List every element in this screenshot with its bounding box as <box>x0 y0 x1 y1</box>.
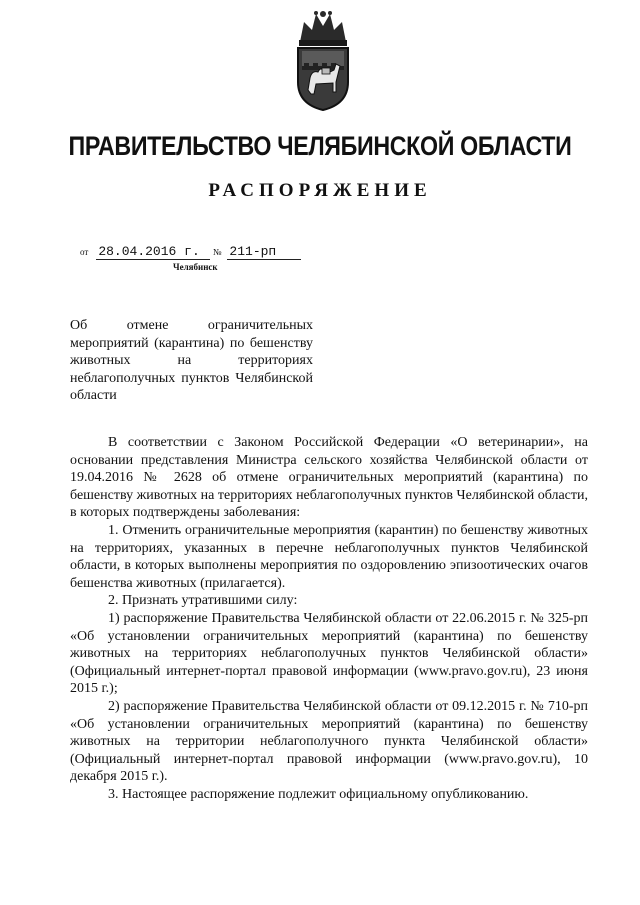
document-date: 28.04.2016 г. <box>96 244 210 260</box>
government-title: ПРАВИТЕЛЬСТВО ЧЕЛЯБИНСКОЙ ОБЛАСТИ <box>68 131 572 161</box>
document-type-title: РАСПОРЯЖЕНИЕ <box>208 180 432 201</box>
document-number: 211-рп <box>227 244 301 260</box>
document-body <box>70 434 588 803</box>
number-prefix: № <box>212 247 222 257</box>
date-number-line <box>80 244 301 260</box>
paragraph-preamble: В соответствии с Законом Российской Федерации «О ветеринарии», на основании представления Министра сельского хозяйства Челябинской области от 19.04.2016 № 2628 об отмене ограничительных мероприятий (карантина) по бешенству животных на территориях неблагополучных пунктов Челябинской области, в которых подтверждены заболевания: <box>70 435 588 521</box>
crown-icon <box>300 14 346 42</box>
paragraph-item-2: 2. Признать утратившими силу: <box>108 593 298 609</box>
paragraph-item-1: 1. Отменить ограничительные мероприятия (карантин) по бешенству животных на территориях, указанных в перечне неблагополучных пунктов Челябинской области, в которых выполнены мероприятия по оздоровлению эпизоотических очагов бешенства животных (прилагается). <box>70 522 588 591</box>
coat-of-arms-emblem <box>290 8 356 112</box>
paragraph-subitem-1: 1) распоряжение Правительства Челябинской области от 22.06.2015 г. № 325-рп «Об установлении ограничительных мероприятий (карантина) по бешенству животных на территориях неблагополучных пунктов Челябинской области» (Официальный интернет-портал правовой информации (www.pravo.gov.ru), 23 июня 2015 г.); <box>70 610 588 697</box>
paragraph-item-3: 3. Настоящее распоряжение подлежит официальному опубликованию. <box>108 786 529 802</box>
document-subject: Об отмене ограничительных мероприятий (карантина) по бешенству животных на территориях неблагополучных пунктов Челябинской области <box>70 318 313 403</box>
date-prefix: от <box>80 247 89 257</box>
city-label: Челябинск <box>173 262 218 272</box>
paragraph-subitem-2: 2) распоряжение Правительства Челябинской области от 09.12.2015 г. № 710-рп «Об установлении ограничительных мероприятий (карантина) по бешенству животных на территории неблагополучного пункта Челябинской области» (Официальный интернет-портал правовой информации (www.pravo.gov.ru), 10 декабря 2015 г.). <box>70 698 588 785</box>
